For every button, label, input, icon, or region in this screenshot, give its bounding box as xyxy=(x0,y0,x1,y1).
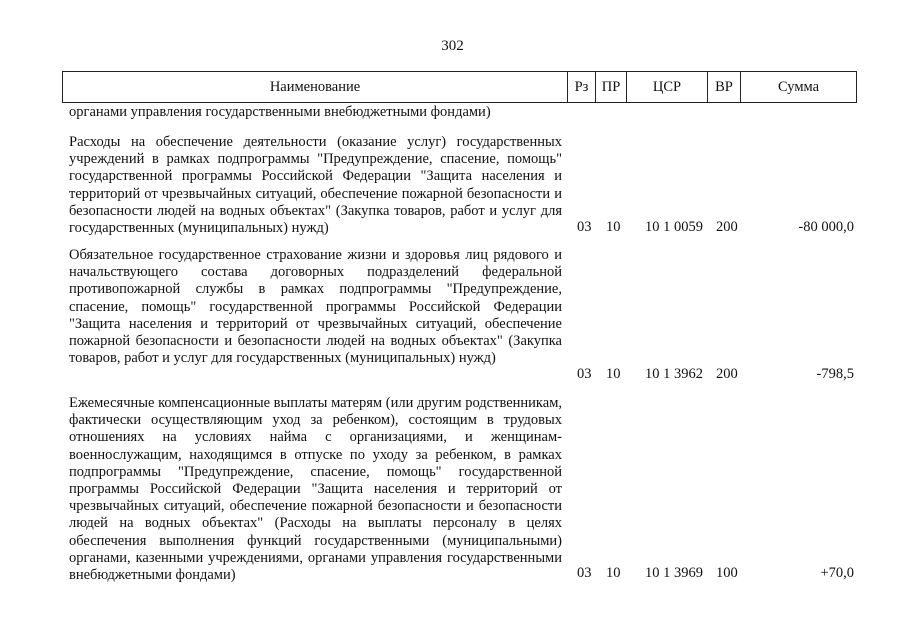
table-row-2-vr: 200 xyxy=(716,366,738,382)
table-row-1-vr: 200 xyxy=(716,219,738,235)
table-row-2-pr: 10 xyxy=(606,366,621,382)
header-pr: ПР xyxy=(596,72,627,102)
header-name: Наименование xyxy=(63,72,568,102)
table-row-3-name: Ежемесячные компенсационные выплаты матерям (или другим родственникам, фактически осуществляющим уход за ребенком), состоящим в трудовых отношениях на условиях найма с организациями, и женщинам-военнослужащим, находящимся в отпуске по уходу за ребенком, в рамках подпрограммы "Предупреждение, спасение, помощь" государственной программы Российской Федерации "Защита населения и территорий от чрезвычайных ситуаций, обеспечение пожарной безопасности и безопасности людей на водных объектах" (Расходы на выплаты персоналу в целях обеспечения выполнения функций государственными (муниципальными) органами, казенными учреждениями, органами управления государственными внебюджетными фондами) xyxy=(69,395,562,584)
table-row-1-sum: -80 000,0 xyxy=(798,219,854,235)
table-row-3-rz: 03 xyxy=(577,565,592,581)
header-rz: Рз xyxy=(568,72,596,102)
table-row-3-csr: 10 1 3969 xyxy=(645,565,703,581)
table-row-2-csr: 10 1 3962 xyxy=(645,366,703,382)
header-csr: ЦСР xyxy=(627,72,708,102)
table-row-3-vr: 100 xyxy=(716,565,738,581)
table-row-1-rz: 03 xyxy=(577,219,592,235)
table-row-2-name: Обязательное государственное страхование жизни и здоровья лиц рядового и начальствующего состава договорных подразделений федеральной противопожарной службы в рамках подпрограммы "Предупреждение, спасение, помощь" государственной программы Российской Федерации "Защита населения и территорий от чрезвычайных ситуаций, обеспечение пожарной безопасности и безопасности людей на водных объектах" (Закупка товаров, работ и услуг для государственных (муниципальных) нужд) xyxy=(69,247,562,367)
table-row-2-sum: -798,5 xyxy=(816,366,854,382)
table-row-1-name: Расходы на обеспечение деятельности (оказание услуг) государственных учреждений в рамках подпрограммы "Предупреждение, спасение, помощь" государственной программы Российской Федерации "Защита населения и территорий от чрезвычайных ситуаций, обеспечение пожарной безопасности и безопасности людей на водных объектах" (Закупка товаров, работ и услуг для государственных (муниципальных) нужд) xyxy=(69,134,562,237)
table-row-3-sum: +70,0 xyxy=(820,565,854,581)
table-header xyxy=(62,71,857,103)
page-number: 302 xyxy=(441,38,464,54)
continuation-text: органами управления государственными внебюджетными фондами) xyxy=(69,104,491,120)
header-vr: ВР xyxy=(708,72,741,102)
table-row-1-csr: 10 1 0059 xyxy=(645,219,703,235)
table-row-1-pr: 10 xyxy=(606,219,621,235)
table-row-3-pr: 10 xyxy=(606,565,621,581)
header-sum: Сумма xyxy=(777,78,820,95)
table-row-2-rz: 03 xyxy=(577,366,592,382)
